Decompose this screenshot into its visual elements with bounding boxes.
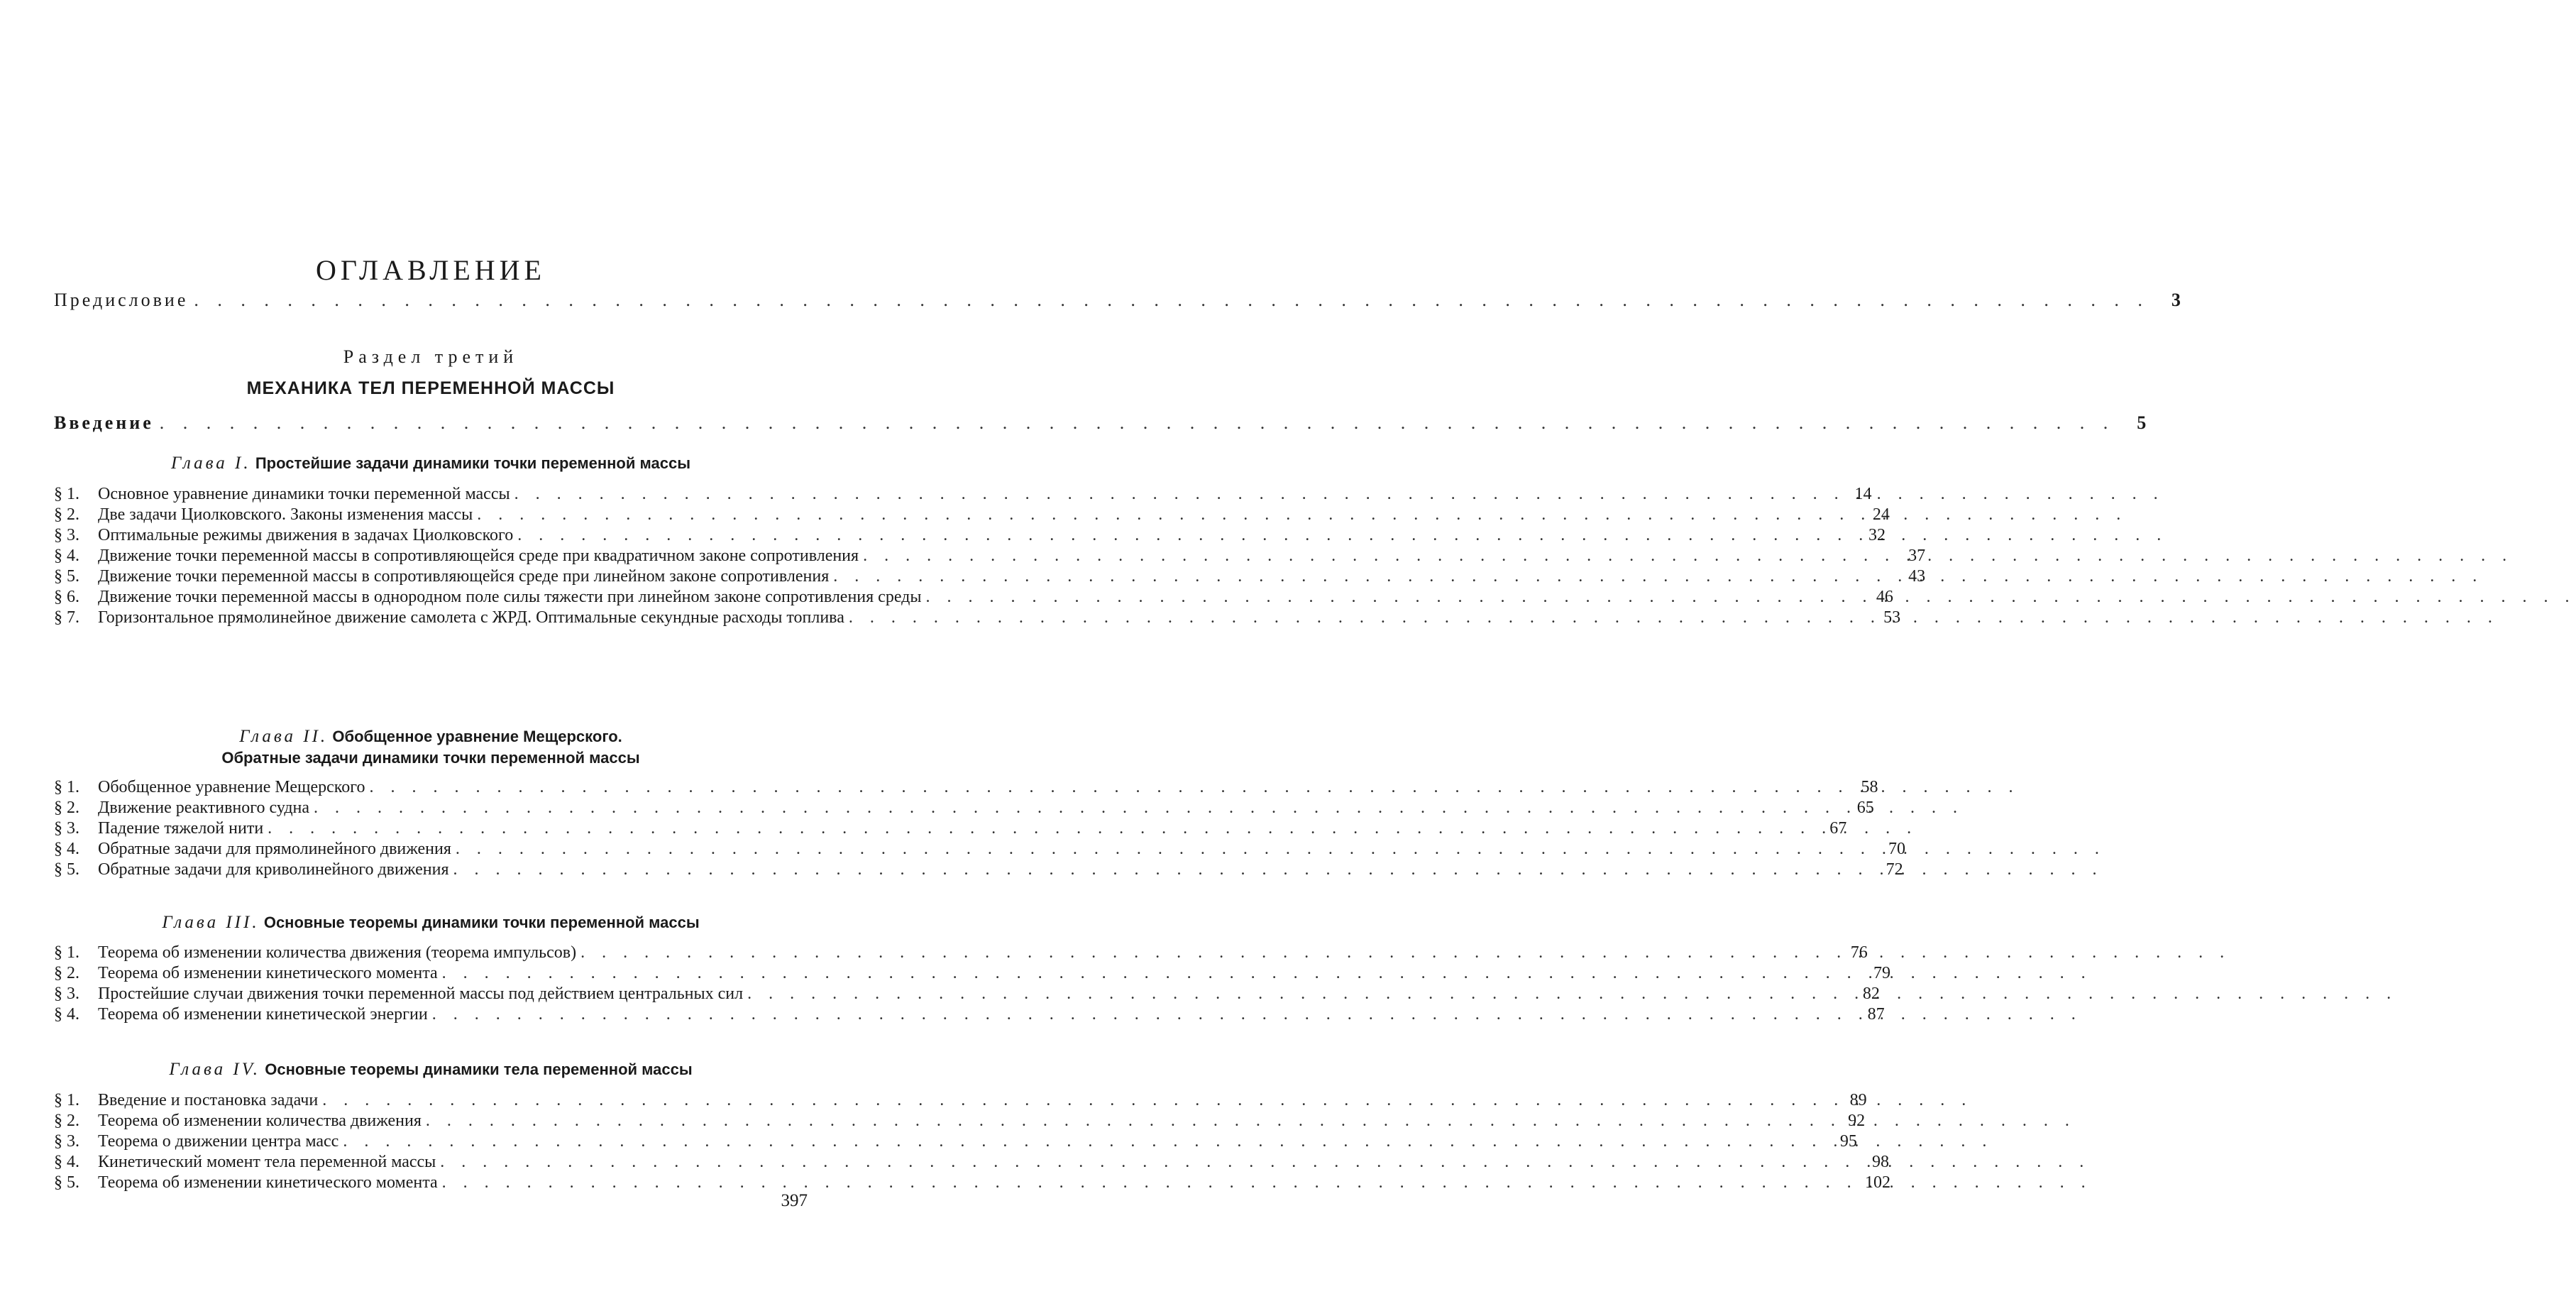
item-page: 43 xyxy=(1908,567,1926,586)
item-title: Горизонтальное прямолинейное движение самолета с ЖРД. Оптимальные секундные расходы топлива xyxy=(98,608,844,627)
dot-leader xyxy=(517,525,1853,546)
toc-item xyxy=(54,839,1906,860)
item-number: § 6. xyxy=(54,588,79,606)
item-title: Движение реактивного судна xyxy=(98,799,310,817)
item-page: 14 xyxy=(1854,485,1872,503)
toc-item xyxy=(54,798,1874,818)
dot-leader xyxy=(747,984,1847,1004)
item-title: Теорема об изменении кинетического момента xyxy=(98,964,438,982)
toc-item xyxy=(54,777,1878,798)
chapter-title: Обобщенное уравнение Мещерского. xyxy=(332,728,622,745)
item-number: § 4. xyxy=(54,547,79,565)
item-title: Теорема об изменении кинетической энергии xyxy=(98,1005,428,1024)
item-page: 82 xyxy=(1862,985,1880,1003)
dot-leader xyxy=(580,943,1835,963)
item-title: Две задачи Циолковского. Законы изменения массы xyxy=(98,505,473,524)
dot-leader xyxy=(160,412,2115,434)
item-page: 70 xyxy=(1888,840,1906,858)
dot-leader xyxy=(268,818,1814,839)
chapter-items xyxy=(54,484,1926,628)
chapter-items xyxy=(54,943,1890,1025)
item-number: § 2. xyxy=(54,964,79,982)
chapter-heading xyxy=(54,726,808,769)
item-page: 87 xyxy=(1867,1005,1885,1024)
intro-page: 5 xyxy=(2137,412,2147,433)
item-number: § 1. xyxy=(54,1091,79,1109)
item-number: § 2. xyxy=(54,1112,79,1130)
page-title: ОГЛАВЛЕНИЕ xyxy=(316,254,546,286)
dot-leader xyxy=(453,860,1871,880)
dot-leader xyxy=(849,608,1868,628)
item-page: 53 xyxy=(1883,608,1901,627)
dot-leader xyxy=(456,839,1873,860)
toc-item xyxy=(54,608,1901,628)
toc-item xyxy=(54,484,1872,505)
chapter-items xyxy=(54,1090,1890,1193)
item-page: 92 xyxy=(1848,1112,1866,1130)
dot-leader xyxy=(194,290,2150,311)
intro-entry xyxy=(54,412,2147,435)
dot-leader xyxy=(442,1173,1858,1193)
item-title: Падение тяжелой нити xyxy=(98,819,264,838)
item-title: Теорема об изменении количества движения xyxy=(98,1112,422,1130)
toc-item xyxy=(54,1004,1885,1025)
toc-item xyxy=(54,963,1890,984)
toc-item xyxy=(54,1131,1857,1152)
item-number: § 1. xyxy=(54,485,79,503)
dot-leader xyxy=(343,1131,1824,1152)
toc-item xyxy=(54,860,1903,880)
preface-page: 3 xyxy=(2171,290,2181,310)
item-number: § 5. xyxy=(54,567,79,586)
item-title: Теорема об изменении количества движения (теорема импульсов) xyxy=(98,943,577,962)
item-page: 72 xyxy=(1886,860,1903,879)
toc-item xyxy=(54,818,1847,839)
item-title: Обратные задачи для криволинейного движения xyxy=(98,860,449,879)
item-number: § 5. xyxy=(54,860,79,879)
toc-item xyxy=(54,1090,1867,1111)
item-title: Кинетический момент тела переменной массы xyxy=(98,1153,436,1171)
item-title: Обобщенное уравнение Мещерского xyxy=(98,778,365,796)
item-number: § 7. xyxy=(54,608,79,627)
page-number: 397 xyxy=(781,1191,808,1210)
intro-label: Введение xyxy=(54,412,154,433)
chapter-heading xyxy=(54,912,808,933)
toc-item xyxy=(54,587,1893,608)
item-page: 67 xyxy=(1829,819,1847,838)
toc-item xyxy=(54,1152,1889,1173)
toc-item xyxy=(54,505,1890,525)
part-heading: Раздел третий xyxy=(343,346,519,367)
chapter-title: Основные теоремы динамики точки переменной массы xyxy=(263,914,700,931)
toc-item xyxy=(54,984,1880,1004)
chapter-title: Простейшие задачи динамики точки переменной массы xyxy=(255,454,690,472)
item-title: Обратные задачи для прямолинейного движения xyxy=(98,840,451,858)
dot-leader xyxy=(863,546,1893,566)
chapter-label: Глава I. xyxy=(171,454,251,473)
chapter-label: Глава II. xyxy=(239,727,329,746)
item-title: Движение точки переменной массы в сопротивляющейся среде при квадратичном законе сопротивления xyxy=(98,547,859,565)
item-page: 46 xyxy=(1876,588,1893,606)
dot-leader xyxy=(442,963,1858,984)
dot-leader xyxy=(477,505,1857,525)
item-title: Движение точки переменной массы в сопротивляющейся среде при линейном законе сопротивления xyxy=(98,567,830,586)
toc-item xyxy=(54,1173,1890,1193)
item-number: § 3. xyxy=(54,1132,79,1151)
chapter-heading xyxy=(54,1059,808,1080)
item-number: § 3. xyxy=(54,985,79,1003)
item-number: § 3. xyxy=(54,526,79,544)
item-number: § 1. xyxy=(54,778,79,796)
dot-leader xyxy=(314,798,1842,818)
item-number: § 3. xyxy=(54,819,79,838)
item-number: § 5. xyxy=(54,1173,79,1192)
item-page: 102 xyxy=(1864,1173,1890,1192)
part-title: МЕХАНИКА ТЕЛ ПЕРЕМЕННОЙ МАССЫ xyxy=(246,378,615,398)
item-title: Простейшие случаи движения точки переменной массы под действием центральных сил xyxy=(98,985,744,1003)
toc-item xyxy=(54,546,1926,566)
dot-leader xyxy=(926,587,1861,608)
toc-item xyxy=(54,566,1926,587)
dot-leader xyxy=(370,777,1846,798)
item-page: 24 xyxy=(1872,505,1890,524)
item-title: Движение точки переменной массы в однородном поле силы тяжести при линейном законе сопротивления среды xyxy=(98,588,922,606)
item-number: § 2. xyxy=(54,505,79,524)
toc-item xyxy=(54,1111,1866,1131)
item-title: Теорема об изменении кинетического момента xyxy=(98,1173,438,1192)
item-page: 65 xyxy=(1856,799,1874,817)
dot-leader xyxy=(514,484,1839,505)
toc-item xyxy=(54,525,1886,546)
item-page: 89 xyxy=(1849,1091,1867,1109)
item-page: 37 xyxy=(1908,547,1926,565)
item-page: 58 xyxy=(1861,778,1878,796)
dot-leader xyxy=(432,1004,1852,1025)
item-page: 32 xyxy=(1868,526,1886,544)
item-title: Теорема о движении центра масс xyxy=(98,1132,339,1151)
chapter-heading xyxy=(54,453,808,474)
item-title: Введение и постановка задачи xyxy=(98,1091,319,1109)
item-number: § 2. xyxy=(54,799,79,817)
item-title: Основное уравнение динамики точки переменной массы xyxy=(98,485,510,503)
preface-label: Предисловие xyxy=(54,290,189,310)
dot-leader xyxy=(426,1111,1832,1131)
chapter-label: Глава III. xyxy=(162,913,260,932)
dot-leader xyxy=(440,1152,1856,1173)
item-number: § 4. xyxy=(54,1153,79,1171)
item-number: § 4. xyxy=(54,1005,79,1024)
chapter-title: Основные теоремы динамики тела переменной массы xyxy=(265,1060,693,1078)
toc-item xyxy=(54,943,1868,963)
item-page: 98 xyxy=(1872,1153,1889,1171)
item-page: 79 xyxy=(1873,964,1890,982)
chapter-label: Глава IV. xyxy=(169,1060,261,1079)
item-number: § 1. xyxy=(54,943,79,962)
item-number: § 4. xyxy=(54,840,79,858)
dot-leader xyxy=(833,566,1893,587)
item-title: Оптимальные режимы движения в задачах Циолковского xyxy=(98,526,514,544)
chapter-title: Обратные задачи динамики точки переменной массы xyxy=(221,749,640,767)
item-page: 95 xyxy=(1839,1132,1857,1151)
item-page: 76 xyxy=(1850,943,1868,962)
chapter-items xyxy=(54,777,1906,880)
dot-leader xyxy=(322,1090,1834,1111)
preface-entry xyxy=(54,290,2181,312)
